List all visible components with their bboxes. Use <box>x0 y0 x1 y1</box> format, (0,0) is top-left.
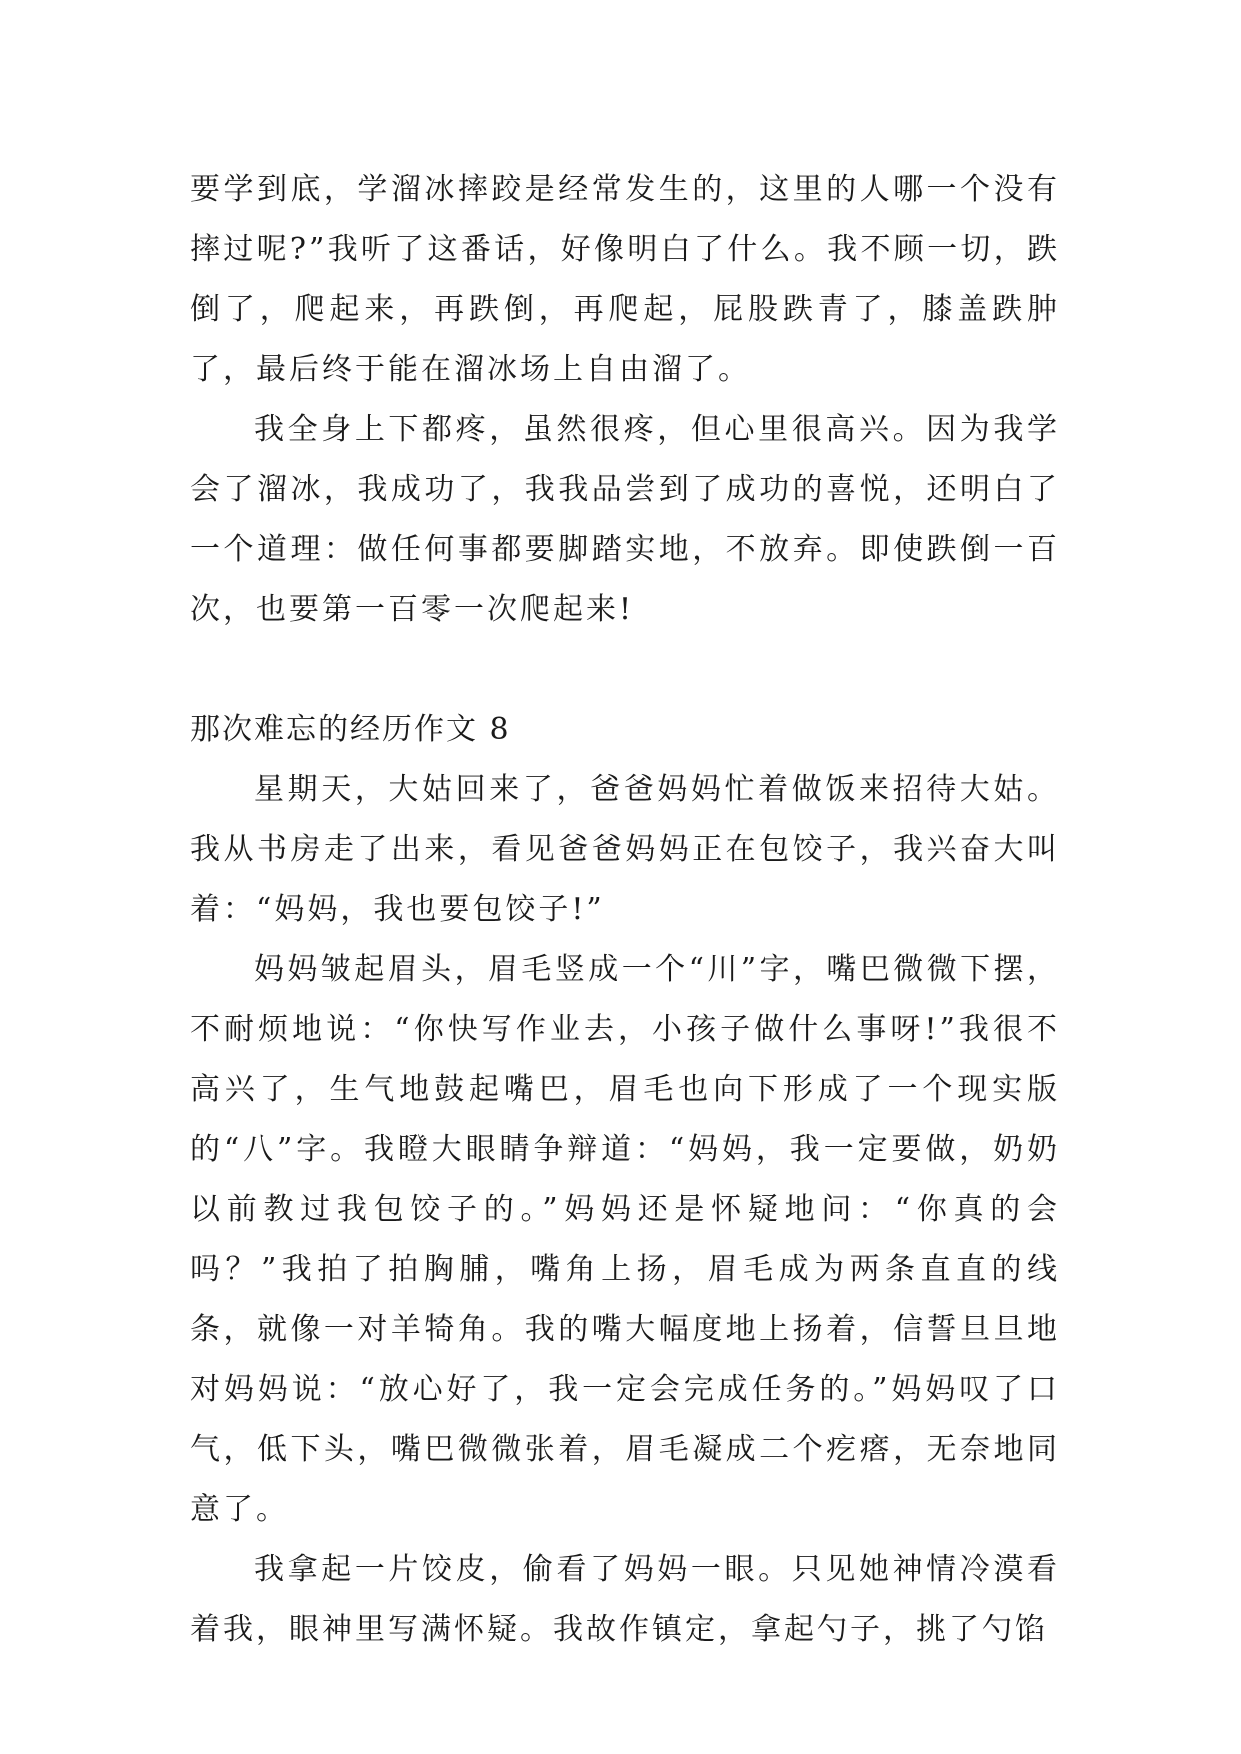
section-gap <box>190 640 1060 700</box>
document-body <box>190 160 1060 1660</box>
paragraph-1: 要学到底，学溜冰摔跤是经常发生的，这里的人哪一个没有摔过呢?”我听了这番话，好像明白了什么。我不顾一切，跌倒了，爬起来，再跌倒，再爬起，屁股跌青了，膝盖跌肿了，最后终于能在溜冰场上自由溜了。 <box>190 172 1060 387</box>
paragraph-2: 我全身上下都疼，虽然很疼，但心里很高兴。因为我学会了溜冰，我成功了，我我品尝到了成功的喜悦，还明白了一个道理：做任何事都要脚踏实地，不放弃。即使跌倒一百次，也要第一百零一次爬起来! <box>190 412 1060 627</box>
paragraph-3: 星期天，大姑回来了，爸爸妈妈忙着做饭来招待大姑。我从书房走了出来，看见爸爸妈妈正在包饺子，我兴奋大叫着：“妈妈，我也要包饺子!” <box>190 772 1060 927</box>
section-heading: 那次难忘的经历作文 8 <box>190 712 511 747</box>
paragraph-4: 妈妈皱起眉头，眉毛竖成一个“川”字，嘴巴微微下摆，不耐烦地说：“你快写作业去，小孩子做什么事呀!”我很不高兴了，生气地鼓起嘴巴，眉毛也向下形成了一个现实版的“八”字。我瞪大眼睛争辩道：“妈妈，我一定要做，奶奶以前教过我包饺子的。”妈妈还是怀疑地问：“你真的会吗？”我拍了拍胸脯，嘴角上扬，眉毛成为两条直直的线条，就像一对羊犄角。我的嘴大幅度地上扬着，信誓旦旦地对妈妈说：“放心好了，我一定会完成任务的。”妈妈叹了口气，低下头，嘴巴微微张着，眉毛凝成二个疙瘩，无奈地同意了。 <box>190 952 1060 1527</box>
paragraph-5: 我拿起一片饺皮，偷看了妈妈一眼。只见她神情冷漠看着我，眼神里写满怀疑。我故作镇定，拿起勺子，挑了勺馅 <box>190 1552 1060 1647</box>
